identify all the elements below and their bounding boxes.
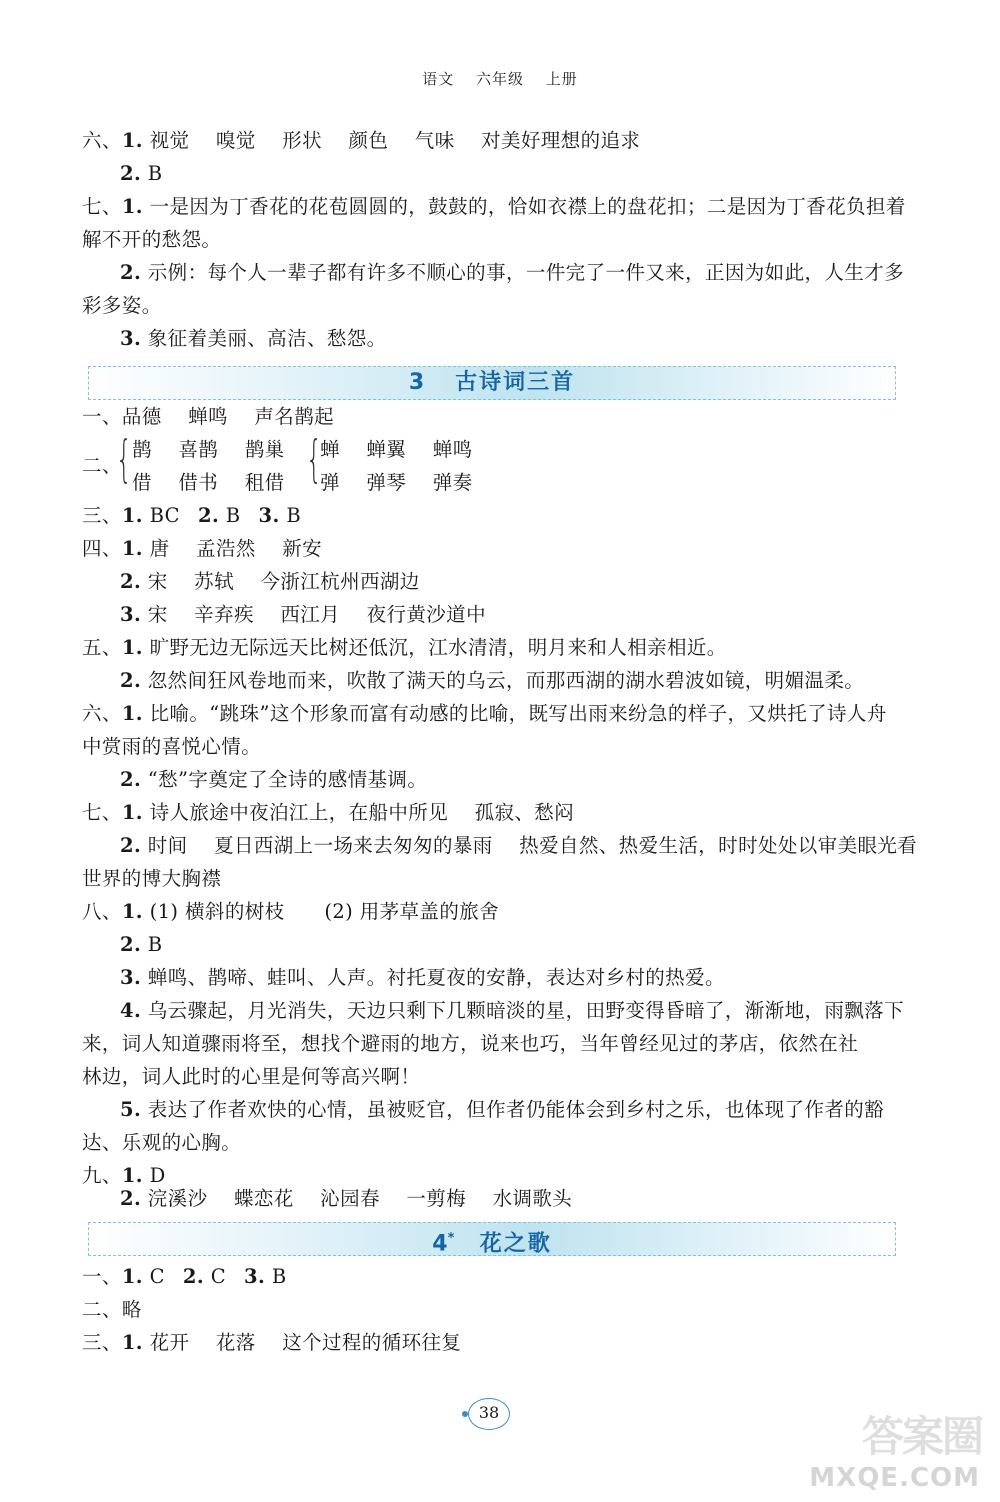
lesson-number: 3 bbox=[408, 370, 427, 395]
answer-line bbox=[82, 635, 727, 661]
answer-text: BC bbox=[149, 504, 181, 527]
item-index: 2. bbox=[120, 162, 142, 185]
answer-line bbox=[120, 932, 163, 958]
answer-line bbox=[82, 1064, 420, 1090]
answer-text: 表达了作者欢快的心情，虽被贬官，但作者仍能体会到乡村之乐，也体现了作者的豁 bbox=[147, 1098, 885, 1121]
question-number: 九、 bbox=[82, 1164, 122, 1187]
answer-text: C bbox=[149, 1265, 165, 1288]
answer-text: D bbox=[149, 1164, 166, 1187]
answer-text: 宋 辛弃疾 西江月 夜行黄沙道中 bbox=[147, 603, 486, 626]
item-index: 3. bbox=[120, 966, 142, 989]
answer-text: “愁”字奠定了全诗的感情基调。 bbox=[147, 768, 428, 791]
header-volume: 上册 bbox=[545, 70, 578, 88]
item-index: 1. bbox=[121, 801, 143, 824]
lesson-title bbox=[89, 367, 895, 398]
answer-line bbox=[82, 1297, 142, 1323]
answer-text: 来，词人知道骤雨将至，想找个避雨的地方，说来也巧，当年曾经见过的茅店，依然在社 bbox=[82, 1032, 859, 1055]
item-index: 1. bbox=[121, 195, 143, 218]
item-index: 3. bbox=[120, 603, 142, 626]
header-subject: 语文 bbox=[422, 70, 455, 88]
item-index: 1. bbox=[121, 1265, 143, 1288]
answer-line bbox=[82, 293, 162, 319]
answer-text: 比喻。“跳珠”这个形象而富有动感的比喻，既写出雨来纷急的样子，又烘托了诗人舟 bbox=[149, 702, 887, 725]
answer-line bbox=[120, 833, 917, 859]
question-number: 四、 bbox=[82, 537, 122, 560]
answer-text: 唐 孟浩然 新安 bbox=[149, 537, 322, 560]
answer-text: 中赏雨的喜悦心情。 bbox=[82, 735, 262, 758]
answer-line bbox=[120, 668, 864, 694]
watermark-chinese: 答案圈 bbox=[861, 1412, 982, 1461]
item-index: 3. bbox=[258, 504, 280, 527]
question-number: 一、 bbox=[82, 1265, 122, 1288]
answer-line bbox=[82, 866, 221, 892]
answer-line bbox=[82, 404, 334, 430]
answer-line bbox=[82, 734, 261, 760]
answer-line bbox=[82, 128, 640, 154]
answer-text: 视觉 嗅觉 形状 颜色 气味 对美好理想的追求 bbox=[149, 129, 641, 152]
answer-text: 达、乐观的心胸。 bbox=[82, 1131, 242, 1154]
answer-line bbox=[82, 1330, 461, 1356]
answer-text: 乌云骤起，月光消失，天边只剩下几颗暗淡的星，田野变得昏暗了，渐渐地，雨飘落下 bbox=[147, 999, 904, 1022]
answer-text: 借 借书 租借 bbox=[132, 471, 285, 494]
item-index: 1. bbox=[121, 900, 143, 923]
item-index: 1. bbox=[121, 129, 143, 152]
item-index: 4. bbox=[120, 999, 142, 1022]
question-number: 二、 bbox=[82, 1298, 122, 1321]
item-index: 1. bbox=[121, 504, 143, 527]
lesson-name: 古诗词三首 bbox=[455, 370, 576, 395]
question-number: 三、 bbox=[82, 504, 122, 527]
answer-text: 解不开的愁怨。 bbox=[82, 228, 222, 251]
item-index: 2. bbox=[120, 1187, 142, 1210]
page-header bbox=[0, 68, 1000, 89]
item-index: 3. bbox=[244, 1265, 266, 1288]
answer-text: 忽然间狂风卷地而来，吹散了满天的乌云，而那西湖的湖水碧波如镜，明媚温柔。 bbox=[147, 669, 865, 692]
question-number: 六、 bbox=[82, 129, 122, 152]
question-number: 三、 bbox=[82, 1331, 122, 1354]
answer-line bbox=[82, 1031, 858, 1057]
lesson-banner bbox=[88, 1222, 896, 1256]
answer-text: 一是因为丁香花的花苞圆圆的，鼓鼓的，恰如衣襟上的盘花扣；二是因为丁香花负担着 bbox=[149, 195, 906, 218]
lesson-banner bbox=[88, 366, 896, 400]
item-index: 2. bbox=[120, 261, 142, 284]
answer-text: 宋 苏轼 今浙江杭州西湖边 bbox=[147, 570, 420, 593]
answer-text: 略 bbox=[121, 1298, 142, 1321]
item-index: 2. bbox=[120, 669, 142, 692]
answer-line bbox=[120, 1186, 572, 1212]
answer-text: 彩多姿。 bbox=[82, 294, 162, 317]
left-brace-icon: { bbox=[116, 430, 132, 488]
item-index: 3. bbox=[120, 327, 142, 350]
answer-text: 世界的博大胸襟 bbox=[82, 867, 222, 890]
watermark-url: MXQE.COM bbox=[809, 1463, 980, 1493]
answer-line bbox=[120, 569, 420, 595]
item-index: 2. bbox=[120, 834, 142, 857]
answer-text: 林边，词人此时的心里是何等高兴啊！ bbox=[82, 1065, 421, 1088]
item-index: 2. bbox=[120, 570, 142, 593]
answer-text: 弹 弹琴 弹奏 bbox=[320, 471, 473, 494]
answer-text: 示例：每个人一辈子都有许多不顺心的事，一件完了一件又来，正因为如此，人生才多 bbox=[147, 261, 904, 284]
left-brace-icon: { bbox=[306, 430, 322, 488]
answer-line bbox=[82, 194, 906, 220]
answer-line bbox=[120, 998, 904, 1024]
lesson-name: 花之歌 bbox=[479, 1231, 552, 1257]
question-number: 七、 bbox=[82, 801, 122, 824]
answer-text: 浣溪沙 蝶恋花 沁园春 一剪梅 水调歌头 bbox=[147, 1187, 573, 1210]
answer-text: 诗人旅途中夜泊江上，在船中所见 孤寂、愁闷 bbox=[149, 801, 575, 824]
lesson-title bbox=[89, 1223, 895, 1259]
answer-text: B bbox=[286, 504, 302, 527]
item-index: 5. bbox=[120, 1098, 142, 1121]
answer-line bbox=[82, 800, 574, 826]
watermark-logo bbox=[809, 1400, 986, 1495]
item-index: 2. bbox=[198, 504, 220, 527]
answer-text: 蝉鸣、鹊啼、蛙叫、人声。衬托夏夜的安静，表达对乡村的热爱。 bbox=[147, 966, 725, 989]
item-index: 2. bbox=[182, 1265, 205, 1288]
answer-line bbox=[120, 767, 427, 793]
answer-text: 花开 花落 这个过程的循环往复 bbox=[149, 1331, 462, 1354]
answer-line bbox=[120, 326, 387, 352]
optional-lesson-mark: * bbox=[447, 1231, 457, 1246]
answer-text: B bbox=[147, 933, 163, 956]
answer-text: B bbox=[271, 1265, 287, 1288]
item-index: 1. bbox=[121, 702, 143, 725]
question-number: 六、 bbox=[82, 702, 122, 725]
answer-text: 旷野无边无际远天比树还低沉，江水清清，明月来和人相亲相近。 bbox=[149, 636, 727, 659]
item-index: 1. bbox=[121, 1331, 143, 1354]
item-index: 2. bbox=[120, 768, 142, 791]
answer-text: C bbox=[210, 1265, 227, 1288]
answer-line bbox=[82, 1130, 241, 1156]
answer-line bbox=[82, 1264, 287, 1290]
answer-line bbox=[120, 1097, 884, 1123]
answer-text: B bbox=[225, 504, 241, 527]
question-number: 五、 bbox=[82, 636, 122, 659]
item-index: 1. bbox=[121, 636, 143, 659]
answer-text: 品德 蝉鸣 声名鹊起 bbox=[121, 405, 335, 428]
answer-line bbox=[82, 701, 887, 727]
item-index: 1. bbox=[121, 1164, 143, 1187]
question-number: 一、 bbox=[82, 405, 122, 428]
answer-line bbox=[120, 260, 904, 286]
answer-text: 时间 夏日西湖上一场来去匆匆的暴雨 热爱自然、热爱生活，时时处处以审美眼光看 bbox=[147, 834, 918, 857]
question-number: 八、 bbox=[82, 900, 122, 923]
answer-text: 蝉 蝉翼 蝉鸣 bbox=[320, 438, 473, 461]
answer-line bbox=[120, 602, 486, 628]
item-index: 2. bbox=[120, 933, 142, 956]
header-grade: 六年级 bbox=[475, 70, 524, 88]
answer-line bbox=[120, 965, 725, 991]
answer-line bbox=[120, 161, 163, 187]
answer-text: 鹊 喜鹊 鹊巢 bbox=[132, 438, 285, 461]
page-number: 38 bbox=[468, 1398, 510, 1430]
item-index: 1. bbox=[121, 537, 143, 560]
answer-line bbox=[82, 899, 499, 925]
answer-line bbox=[82, 227, 221, 253]
answer-text: B bbox=[147, 162, 163, 185]
lesson-number: 4 bbox=[432, 1231, 450, 1257]
answer-text: 象征着美丽、高洁、愁怨。 bbox=[147, 327, 387, 350]
question-number: 二、 bbox=[82, 454, 122, 477]
answer-line bbox=[82, 503, 301, 529]
question-number: 七、 bbox=[82, 195, 122, 218]
answer-text: (1) 横斜的树枝 (2) 用茅草盖的旅舍 bbox=[149, 900, 500, 923]
answer-line bbox=[82, 536, 322, 562]
